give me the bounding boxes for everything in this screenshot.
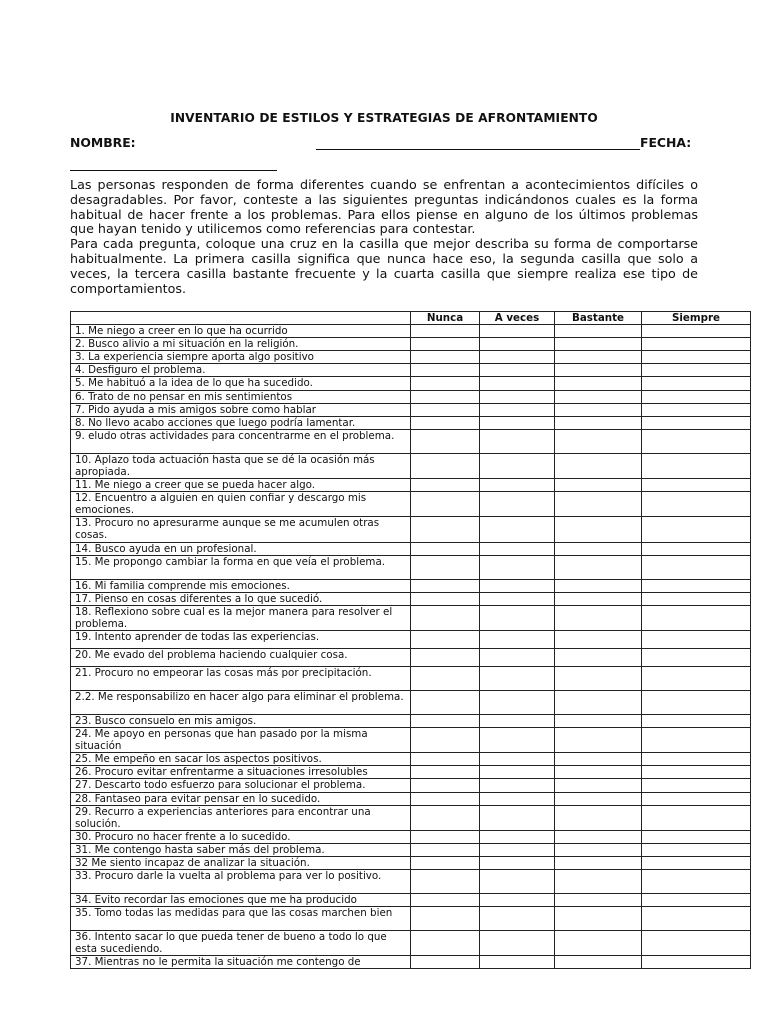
header-nunca: Nunca (411, 312, 480, 325)
table-row (71, 390, 751, 403)
answer-cell-siempre[interactable] (642, 907, 751, 931)
answer-cell-siempre[interactable] (642, 857, 751, 870)
inventory-table (70, 311, 751, 969)
answer-cell-a-veces[interactable] (480, 416, 555, 429)
answer-cell-siempre[interactable] (642, 792, 751, 805)
answer-cell-a-veces[interactable] (480, 364, 555, 377)
answer-cell-a-veces[interactable] (480, 325, 555, 338)
nombre-blank-line (316, 135, 640, 150)
answer-cell-bastante[interactable] (555, 894, 642, 907)
answer-cell-nunca[interactable] (411, 390, 480, 403)
answer-cell-bastante[interactable] (555, 728, 642, 753)
answer-cell-siempre[interactable] (642, 753, 751, 766)
table-row (71, 416, 751, 429)
answer-cell-a-veces[interactable] (480, 870, 555, 894)
answer-cell-a-veces[interactable] (480, 377, 555, 390)
answer-cell-a-veces[interactable] (480, 630, 555, 648)
answer-cell-nunca[interactable] (411, 843, 480, 856)
answer-cell-siempre[interactable] (642, 492, 751, 517)
answer-cell-bastante[interactable] (555, 805, 642, 830)
table-row (71, 579, 751, 592)
answer-cell-bastante[interactable] (555, 479, 642, 492)
item-text: 2. Busco alivio a mi situación en la religión. (71, 338, 411, 351)
answer-cell-a-veces[interactable] (480, 453, 555, 478)
answer-cell-nunca[interactable] (411, 605, 480, 630)
answer-cell-nunca[interactable] (411, 542, 480, 555)
table-row (71, 325, 751, 338)
answer-cell-bastante[interactable] (555, 429, 642, 453)
answer-cell-a-veces[interactable] (480, 792, 555, 805)
answer-cell-siempre[interactable] (642, 870, 751, 894)
table-row (71, 364, 751, 377)
answer-cell-siempre[interactable] (642, 351, 751, 364)
table-row (71, 492, 751, 517)
table-row (71, 338, 751, 351)
answer-cell-a-veces[interactable] (480, 403, 555, 416)
item-text: 17. Pienso en cosas diferentes a lo que sucedió. (71, 592, 411, 605)
item-text: 31. Me contengo hasta saber más del problema. (71, 843, 411, 856)
answer-cell-a-veces[interactable] (480, 555, 555, 579)
answer-cell-nunca[interactable] (411, 453, 480, 478)
answer-cell-bastante[interactable] (555, 555, 642, 579)
answer-cell-bastante[interactable] (555, 830, 642, 843)
name-date-line (70, 135, 698, 153)
answer-cell-bastante[interactable] (555, 390, 642, 403)
item-text: 16. Mi familia comprende mis emociones. (71, 579, 411, 592)
item-text: 29. Recurro a experiencias anteriores para encontrar una solución. (71, 805, 411, 830)
answer-cell-nunca[interactable] (411, 830, 480, 843)
answer-cell-a-veces[interactable] (480, 648, 555, 666)
answer-cell-bastante[interactable] (555, 592, 642, 605)
answer-cell-a-veces[interactable] (480, 931, 555, 956)
document-title: INVENTARIO DE ESTILOS Y ESTRATEGIAS DE AFRONTAMIENTO (170, 111, 598, 125)
table-row (71, 728, 751, 753)
answer-cell-siempre[interactable] (642, 364, 751, 377)
item-text: 36. Intento sacar lo que pueda tener de bueno a todo lo que esta sucediendo. (71, 931, 411, 956)
item-text: 15. Me propongo cambiar la forma en que veía el problema. (71, 555, 411, 579)
answer-cell-nunca[interactable] (411, 894, 480, 907)
answer-cell-a-veces[interactable] (480, 690, 555, 714)
answer-cell-bastante[interactable] (555, 630, 642, 648)
item-text: 13. Procuro no apresurarme aunque se me acumulen otras cosas. (71, 517, 411, 542)
answer-cell-bastante[interactable] (555, 517, 642, 542)
answer-cell-bastante[interactable] (555, 714, 642, 727)
table-row (71, 592, 751, 605)
answer-cell-a-veces[interactable] (480, 517, 555, 542)
table-row (71, 805, 751, 830)
table-row (71, 690, 751, 714)
item-text: 37. Mientras no le permita la situación me contengo de (71, 956, 411, 969)
answer-cell-siempre[interactable] (642, 390, 751, 403)
table-row (71, 453, 751, 478)
item-text: 5. Me habituó a la idea de lo que ha sucedido. (71, 377, 411, 390)
answer-cell-bastante[interactable] (555, 907, 642, 931)
item-text: 11. Me niego a creer que se pueda hacer algo. (71, 479, 411, 492)
answer-cell-siempre[interactable] (642, 830, 751, 843)
answer-cell-nunca[interactable] (411, 728, 480, 753)
answer-cell-bastante[interactable] (555, 325, 642, 338)
answer-cell-bastante[interactable] (555, 338, 642, 351)
answer-cell-nunca[interactable] (411, 648, 480, 666)
answer-cell-nunca[interactable] (411, 792, 480, 805)
table-header-row (71, 312, 751, 325)
answer-cell-a-veces[interactable] (480, 805, 555, 830)
answer-cell-bastante[interactable] (555, 956, 642, 969)
answer-cell-siempre[interactable] (642, 479, 751, 492)
table-row (71, 403, 751, 416)
answer-cell-nunca[interactable] (411, 666, 480, 690)
table-row (71, 630, 751, 648)
answer-cell-nunca[interactable] (411, 592, 480, 605)
answer-cell-nunca[interactable] (411, 714, 480, 727)
item-text: 23. Busco consuelo en mis amigos. (71, 714, 411, 727)
item-text: 32 Me siento incapaz de analizar la situación. (71, 857, 411, 870)
answer-cell-bastante[interactable] (555, 364, 642, 377)
answer-cell-siempre[interactable] (642, 690, 751, 714)
item-text: 9. eludo otras actividades para concentrarme en el problema. (71, 429, 411, 453)
answer-cell-siempre[interactable] (642, 666, 751, 690)
table-row (71, 479, 751, 492)
answer-cell-bastante[interactable] (555, 605, 642, 630)
header-bastante: Bastante (555, 312, 642, 325)
answer-cell-siempre[interactable] (642, 805, 751, 830)
table-row (71, 907, 751, 931)
table-row (71, 931, 751, 956)
answer-cell-nunca[interactable] (411, 931, 480, 956)
answer-cell-bastante[interactable] (555, 492, 642, 517)
table-row (71, 555, 751, 579)
answer-cell-siempre[interactable] (642, 956, 751, 969)
answer-cell-a-veces[interactable] (480, 779, 555, 792)
answer-cell-bastante[interactable] (555, 416, 642, 429)
answer-cell-siempre[interactable] (642, 542, 751, 555)
item-text: 3. La experiencia siempre aporta algo positivo (71, 351, 411, 364)
answer-cell-a-veces[interactable] (480, 592, 555, 605)
header-item (71, 312, 411, 325)
answer-cell-nunca[interactable] (411, 416, 480, 429)
answer-cell-nunca[interactable] (411, 325, 480, 338)
item-text: 6. Trato de no pensar en mis sentimientos (71, 390, 411, 403)
item-text: 34. Evito recordar las emociones que me ha producido (71, 894, 411, 907)
table-row (71, 779, 751, 792)
answer-cell-bastante[interactable] (555, 690, 642, 714)
answer-cell-a-veces[interactable] (480, 492, 555, 517)
answer-cell-a-veces[interactable] (480, 728, 555, 753)
answer-cell-bastante[interactable] (555, 351, 642, 364)
answer-cell-siempre[interactable] (642, 894, 751, 907)
answer-cell-bastante[interactable] (555, 377, 642, 390)
nombre-label: NOMBRE: (70, 135, 136, 150)
table-row (71, 542, 751, 555)
answer-cell-a-veces[interactable] (480, 830, 555, 843)
item-text: 24. Me apoyo en personas que han pasado por la misma situación (71, 728, 411, 753)
answer-cell-nunca[interactable] (411, 907, 480, 931)
answer-cell-bastante[interactable] (555, 843, 642, 856)
item-text: 21. Procuro no empeorar las cosas más por precipitación. (71, 666, 411, 690)
item-text: 2.2. Me responsabilizo en hacer algo para eliminar el problema. (71, 690, 411, 714)
table-row (71, 714, 751, 727)
answer-cell-bastante[interactable] (555, 403, 642, 416)
item-text: 14. Busco ayuda en un profesional. (71, 542, 411, 555)
item-text: 8. No llevo acabo acciones que luego podría lamentar. (71, 416, 411, 429)
answer-cell-nunca[interactable] (411, 377, 480, 390)
instructions-paragraph-1: Las personas responden de forma diferentes cuando se enfrentan a acontecimientos difíciles o desagradables. Por favor, conteste a las siguientes preguntas indicándonos cuales es la forma habitual de hacer frente a los problemas. Para ellos piense en alguno de los últimos problemas que hayan tenido y utilicemos como referencias para contestar. (70, 177, 698, 237)
answer-cell-bastante[interactable] (555, 857, 642, 870)
table-row (71, 830, 751, 843)
table-row (71, 351, 751, 364)
answer-cell-siempre[interactable] (642, 453, 751, 478)
answer-cell-siempre[interactable] (642, 843, 751, 856)
answer-cell-bastante[interactable] (555, 579, 642, 592)
table-row (71, 792, 751, 805)
item-text: 18. Reflexiono sobre cual es la mejor manera para resolver el problema. (71, 605, 411, 630)
table-row (71, 870, 751, 894)
answer-cell-a-veces[interactable] (480, 857, 555, 870)
fecha-blank-line (70, 170, 277, 171)
answer-cell-a-veces[interactable] (480, 843, 555, 856)
item-text: 12. Encuentro a alguien en quien confiar y descargo mis emociones. (71, 492, 411, 517)
header-a-veces: A veces (480, 312, 555, 325)
answer-cell-nunca[interactable] (411, 779, 480, 792)
answer-cell-a-veces[interactable] (480, 753, 555, 766)
instructions (70, 178, 698, 296)
answer-cell-siempre[interactable] (642, 517, 751, 542)
answer-cell-nunca[interactable] (411, 517, 480, 542)
answer-cell-a-veces[interactable] (480, 666, 555, 690)
answer-cell-a-veces[interactable] (480, 579, 555, 592)
answer-cell-bastante[interactable] (555, 779, 642, 792)
answer-cell-a-veces[interactable] (480, 766, 555, 779)
answer-cell-siempre[interactable] (642, 605, 751, 630)
item-text: 7. Pido ayuda a mis amigos sobre como hablar (71, 403, 411, 416)
answer-cell-siempre[interactable] (642, 429, 751, 453)
answer-cell-siempre[interactable] (642, 416, 751, 429)
answer-cell-nunca[interactable] (411, 630, 480, 648)
answer-cell-a-veces[interactable] (480, 542, 555, 555)
answer-cell-bastante[interactable] (555, 666, 642, 690)
answer-cell-nunca[interactable] (411, 429, 480, 453)
table-row (71, 857, 751, 870)
item-text: 20. Me evado del problema haciendo cualquier cosa. (71, 648, 411, 666)
answer-cell-bastante[interactable] (555, 766, 642, 779)
answer-cell-siempre[interactable] (642, 648, 751, 666)
answer-cell-a-veces[interactable] (480, 338, 555, 351)
answer-cell-bastante[interactable] (555, 792, 642, 805)
answer-cell-siempre[interactable] (642, 630, 751, 648)
answer-cell-a-veces[interactable] (480, 956, 555, 969)
item-text: 26. Procuro evitar enfrentarme a situaciones irresolubles (71, 766, 411, 779)
table-row (71, 753, 751, 766)
answer-cell-nunca[interactable] (411, 753, 480, 766)
table-row (71, 894, 751, 907)
table-row (71, 517, 751, 542)
item-text: 4. Desfiguro el problema. (71, 364, 411, 377)
answer-cell-a-veces[interactable] (480, 390, 555, 403)
answer-cell-nunca[interactable] (411, 338, 480, 351)
answer-cell-a-veces[interactable] (480, 605, 555, 630)
answer-cell-bastante[interactable] (555, 648, 642, 666)
answer-cell-a-veces[interactable] (480, 479, 555, 492)
table-row (71, 666, 751, 690)
table-row (71, 377, 751, 390)
answer-cell-siempre[interactable] (642, 377, 751, 390)
item-text: 28. Fantaseo para evitar pensar en lo sucedido. (71, 792, 411, 805)
answer-cell-siempre[interactable] (642, 766, 751, 779)
answer-cell-bastante[interactable] (555, 753, 642, 766)
answer-cell-bastante[interactable] (555, 870, 642, 894)
fecha-label: FECHA: (640, 135, 692, 150)
item-text: 27. Descarto todo esfuerzo para solucionar el problema. (71, 779, 411, 792)
table-row (71, 766, 751, 779)
answer-cell-bastante[interactable] (555, 931, 642, 956)
answer-cell-siempre[interactable] (642, 338, 751, 351)
answer-cell-siempre[interactable] (642, 325, 751, 338)
answer-cell-siempre[interactable] (642, 728, 751, 753)
answer-cell-a-veces[interactable] (480, 429, 555, 453)
item-text: 25. Me empeño en sacar los aspectos positivos. (71, 753, 411, 766)
answer-cell-siempre[interactable] (642, 714, 751, 727)
table-body (71, 325, 751, 969)
answer-cell-siempre[interactable] (642, 592, 751, 605)
table-row (71, 956, 751, 969)
answer-cell-siempre[interactable] (642, 579, 751, 592)
answer-cell-a-veces[interactable] (480, 351, 555, 364)
answer-cell-nunca[interactable] (411, 690, 480, 714)
answer-cell-a-veces[interactable] (480, 714, 555, 727)
answer-cell-nunca[interactable] (411, 857, 480, 870)
answer-cell-nunca[interactable] (411, 479, 480, 492)
answer-cell-nunca[interactable] (411, 351, 480, 364)
answer-cell-bastante[interactable] (555, 453, 642, 478)
answer-cell-a-veces[interactable] (480, 894, 555, 907)
answer-cell-bastante[interactable] (555, 542, 642, 555)
table-row (71, 843, 751, 856)
answer-cell-a-veces[interactable] (480, 907, 555, 931)
answer-cell-nunca[interactable] (411, 492, 480, 517)
header-siempre: Siempre (642, 312, 751, 325)
item-text: 35. Tomo todas las medidas para que las cosas marchen bien (71, 907, 411, 931)
item-text: 19. Intento aprender de todas las experiencias. (71, 630, 411, 648)
answer-cell-nunca[interactable] (411, 579, 480, 592)
instructions-paragraph-2: Para cada pregunta, coloque una cruz en la casilla que mejor describa su forma de comportarse habitualmente. La primera casilla significa que nunca hace eso, la segunda casilla que solo a veces, la tercera casilla bastante frecuente y la cuarta casilla que siempre realiza ese tipo de comportamientos. (70, 236, 698, 296)
table-row (71, 429, 751, 453)
table-row (71, 648, 751, 666)
answer-cell-nunca[interactable] (411, 555, 480, 579)
table-row (71, 605, 751, 630)
answer-cell-nunca[interactable] (411, 956, 480, 969)
answer-cell-nunca[interactable] (411, 870, 480, 894)
item-text: 33. Procuro darle la vuelta al problema para ver lo positivo. (71, 870, 411, 894)
answer-cell-siempre[interactable] (642, 555, 751, 579)
answer-cell-nunca[interactable] (411, 403, 480, 416)
answer-cell-nunca[interactable] (411, 766, 480, 779)
item-text: 1. Me niego a creer en lo que ha ocurrido (71, 325, 411, 338)
answer-cell-siempre[interactable] (642, 931, 751, 956)
answer-cell-siempre[interactable] (642, 403, 751, 416)
answer-cell-nunca[interactable] (411, 805, 480, 830)
answer-cell-nunca[interactable] (411, 364, 480, 377)
item-text: 10. Aplazo toda actuación hasta que se dé la ocasión más apropiada. (71, 453, 411, 478)
answer-cell-siempre[interactable] (642, 779, 751, 792)
item-text: 30. Procuro no hacer frente a lo sucedido. (71, 830, 411, 843)
